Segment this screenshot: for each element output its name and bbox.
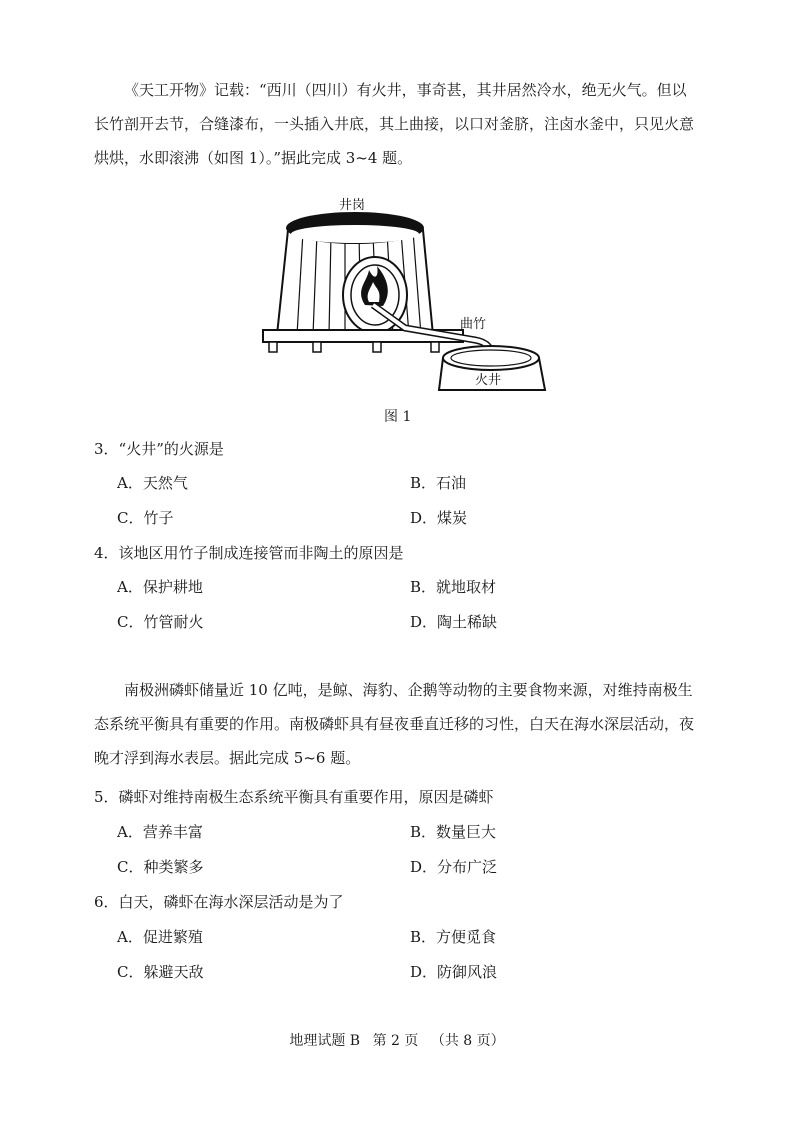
question-5-option-c[interactable]: C．种类繁多 <box>117 858 204 876</box>
label-well-top: 井岗 <box>339 198 366 213</box>
question-3-option-a[interactable]: A．天然气 <box>117 474 188 492</box>
passage-1 <box>94 73 714 175</box>
question-3-option-c[interactable]: C．竹子 <box>117 509 174 527</box>
footer-subject: 地理试题 B <box>289 1033 361 1049</box>
page-footer <box>0 1030 794 1050</box>
figure-1-caption: 图 1 <box>384 409 412 425</box>
footer-page-number: 第 2 页 <box>372 1033 419 1049</box>
question-6-stem: 6．白天，磷虾在海水深层活动是为了 <box>94 893 344 911</box>
question-4-option-a[interactable]: A．保护耕地 <box>117 578 203 596</box>
footer-total-pages: （共 8 页） <box>430 1033 505 1049</box>
question-6-option-d[interactable]: D．防御风浪 <box>410 963 498 981</box>
question-3-option-d[interactable]: D．煤炭 <box>410 509 468 527</box>
passage-2 <box>94 673 714 775</box>
passage-1-line-3: 烘烘，水即滚沸（如图 1）。”据此完成 3~4 题。 <box>94 149 413 167</box>
question-6-option-a[interactable]: A．促进繁殖 <box>117 928 203 946</box>
question-5-option-b[interactable]: B．数量巨大 <box>410 823 497 841</box>
question-5-stem: 5．磷虾对维持南极生态系统平衡具有重要作用，原因是磷虾 <box>94 788 494 806</box>
fire-well-diagram <box>255 190 555 405</box>
question-4-stem: 4．该地区用竹子制成连接管而非陶土的原因是 <box>94 544 404 562</box>
question-5-option-a[interactable]: A．营养丰富 <box>117 823 203 841</box>
question-3-option-b[interactable]: B．石油 <box>410 474 467 492</box>
passage-2-line-2: 态系统平衡具有重要的作用。南极磷虾具有昼夜垂直迁移的习性，白天在海水深层活动，夜 <box>94 715 695 733</box>
label-bent-bamboo: 曲竹 <box>460 317 487 332</box>
label-fire-well: 火井 <box>475 373 502 388</box>
question-4-option-c[interactable]: C．竹管耐火 <box>117 613 204 631</box>
passage-2-line-3: 晚才浮到海水表层。据此完成 5~6 题。 <box>94 749 361 767</box>
question-6-option-b[interactable]: B．方便觅食 <box>410 928 497 946</box>
question-5-option-d[interactable]: D．分布广泛 <box>410 858 498 876</box>
question-6-option-c[interactable]: C．躲避天敌 <box>117 963 204 981</box>
figure-1 <box>255 190 555 405</box>
question-4-option-b[interactable]: B．就地取材 <box>410 578 497 596</box>
passage-2-line-1: 南极洲磷虾储量近 10 亿吨，是鲸、海豹、企鹅等动物的主要食物来源，对维持南极生 <box>124 681 693 699</box>
passage-1-line-1: 《天工开物》记载：“西川（四川）有火井，事奇甚，其井居然冷水，绝无火气。但以 <box>124 81 687 99</box>
question-4-option-d[interactable]: D．陶土稀缺 <box>410 613 498 631</box>
question-3-stem: 3．“火井”的火源是 <box>94 440 224 458</box>
passage-1-line-2: 长竹剖开去节，合缝漆布，一头插入井底，其上曲接，以口对釜脐，注卤水釜中，只见火意 <box>94 115 695 133</box>
